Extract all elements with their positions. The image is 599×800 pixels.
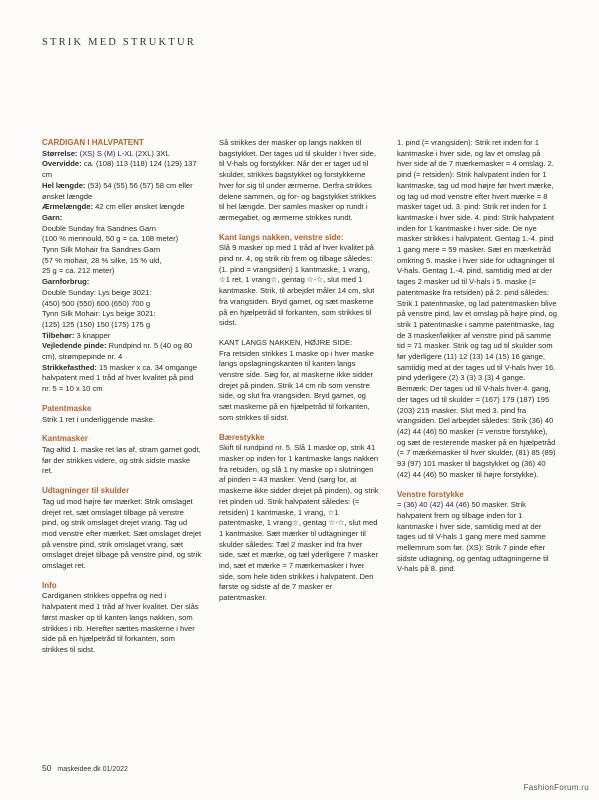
section-text: = (36) 40 (42) 44 (46) 50 masker. Strik halvpatent frem og tilbage inden for 1 kantmaske i hver side, samtidig med at der tages ud til V-hals 1 gang mere med samme mellemrum som før. (XS): Strik 7 pinde efter sidste udtagning, og gentag udtagningerne til V-hals på 8. pind. [397,500,549,574]
section-text: Skift til rundpind nr. 5. Slå 1 maske op, strik 41 masker op inden for 1 kantmaske langs nakken fra retsiden, og slå 1 ny maske op i slutningen af pinden = 43 masker. Vend (sørg for, at maskerne ikke sidder drejet på pinden), og strik ret pinden ud. Strik halvpatent således: (= retsiden) 1 kantmaske, 1 vrang, ☆1 patentmaske, 1 vrang☆, gentag ☆-☆, slut med 1 kantmaske. Sæt mærker til udtagninger til skulder således: Tæl 2 masker ind fra hver side, sæt et mærke, og tæl yderligere 7 masker ind, sæt et mærke = 7 mærkemasker i hver side, som hele tiden strikkes i halvpatent. Den første og sidste af de 7 masker er patentmasker. [219,443,379,603]
needles-line [42,341,202,362]
consumption-line: (125) 125 (150) 150 (175) 175 g [42,319,151,329]
consumption-line: Double Sunday: Lys beige 3021: [42,287,152,297]
gauge-line [42,363,202,395]
section-heading: Kantmasker [42,434,88,444]
page-footer [42,763,128,773]
section-text: Tag altid 1. maske ret løs af, stram garnet godt, før der strikkes videre, og strik sidste maske ret. [42,444,201,476]
section-text: Slå 9 masker op med 1 tråd af hver kvalitet på pind nr. 4, og strik rib frem og tilbage således: (1. pind = vrangsiden) 1 kantmaske, 1 vrang, ☆1 ret, 1 vrang☆, gentag ☆-☆, slut med 1 kantmaske. Strik, til arbejdet måler 14 cm, slut fra vrangsiden. Bryd garnet, og sæt maskerne på en hjælpetråd til forkanten, som strikkes til sidst. [219,243,375,328]
section-heading: Kant langs nakken, venstre side: [219,232,344,242]
yarn-line: Double Sunday fra Sandnes Garn [42,223,156,233]
yarn-line: 25 g = ca. 212 meter) [42,266,115,276]
needles-value: Rundpind nr. 5 (40 og 80 cm), strømpepinde nr. 4 [42,341,193,362]
sizes-value: (XS) S (M) L-XL (2XL) 3XL [77,148,170,158]
needles-label: Vejledende pinde: [42,341,107,351]
section-text: Cardiganen strikkes oppefra og ned i halvpatent med 1 tråd af hver kvalitet. Der slås først masker op til kanten langs nakken, som strikkes i rib. Herefter sættes maskerne i hver side på en hjælpetråd til forkanten, som strikkes til sidst. [42,591,199,654]
magazine-url: maskeidee.dk [57,766,101,773]
subsection-heading: KANT LANGS NAKKEN, HØJRE SIDE: [219,337,353,347]
issue-number: 01/2022 [102,766,128,773]
consumption-line: (450) 500 (550) 600 (650) 700 g [42,298,151,308]
column-1 [42,138,202,656]
section-heading: Info [42,580,57,590]
yarn-line: (100 % merinould, 50 g = ca. 108 meter) [42,234,179,244]
yarn-label: Garn: [42,212,63,222]
accessories-line [42,331,202,342]
overvidde-value: ca. (108) 113 (118) 124 (129) 137 cm [42,159,197,180]
length-value: (53) 54 (55) 56 (57) 58 cm eller ønsket længde [42,180,193,201]
section-text: 1. pind (= vrangsiden): Strik ret inden for 1 kantmaske i hver side, og lav et omslag på hver side af de 7 mærkemasker = 4 omslag. 2. pind (= retsiden): Strik halvpatent inden for 1 kantmaske, tag ud mod højre før hvert mærke, og tag ud mod venstre efter hvert mærke = 8 masker taget ud. 3. pind: Strik ret inden for 1 kantmaske i hver side. 4. pind: Strik halvpatent inden for 1 kantmaske i hver side. De nye masker strikkes i halvpatent. Gentag 1.-4. pind 1 gang mere = 59 masker. Sæt en mærketråd omkring 5. maske i hver side for udtagninger til V-hals. Gentag 1.-4. pind, samtidig med at der tages 2 masker ud til V-hals i 5. maske (= patentmaske fra retsiden) på 2. pind således: Strik 1 patentmaske, og lad patentmasken blive på venstre pind, lav et omslag på højre pind, og strik 1 patentmaske i samme patentmaske, tag de 3 masker/løkker af venstre pind på samme tid = 71 masker. Strik og tag ud til skulder som før yderligere (11) 12 (13) 14 (15) 16 gange, samtidig med at der tages ud til V-hals hver 16. pind yderligere (2) 3 (3) 3 (3) 4 gange. Bemærk: Der tages ud til V-hals hver 4. gang, der tages ud til skulder = (167) 179 (187) 195 (203) 215 masker. Slut med 3. pind fra vrangsiden. Del arbejdet således: Strik (36) 40 (42) 44 (46) 50 masker (= venstre forstykke), og sæt de resterende masker på en hjælpetråd (= 7 mærkemasker til hver skulder, (81) 85 (89) 93 (97) 101 masker til bagstykket og (36) 40 (42) 44 (46) 50 masker til højre forstykke). [397,138,557,479]
length-line [42,181,202,202]
overvidde-line [42,159,202,180]
watermark: FashionForum.ru [523,783,589,792]
pattern-title: CARDIGAN I HALVPATENT [42,138,144,147]
accessories-label: Tilbehør: [42,330,75,340]
section-text: Strik 1 ret i underliggende maske. [42,414,156,424]
sleeve-label: Ærmelængde: [42,202,94,212]
column-3 [397,138,557,575]
gauge-label: Strikkefasthed: [42,362,97,372]
section-text: Fra retsiden strikkes 1 maske op i hver maske langs opslagningskanten til kanten langs venstre side. Søg for, at maskerne ikke sidder drejet på pinden. Strik 14 cm rib som venstre side, og slut fra vrangsiden. Bryd garnet, og sæt maskerne på en hjælpetråd til forkanten, som strikkes til sidst. [219,348,374,422]
consumption-line: Tynn Silk Mohair: Lys beige 3021: [42,309,156,319]
length-label: Hel længde: [42,180,86,190]
section-heading: Udtagninger til skulder [42,486,130,496]
sizes-line [42,149,202,160]
running-header: STRIK MED STRUKTUR [42,37,196,48]
section-heading: Bærestykke [219,432,265,442]
column-2 [219,138,379,604]
section-heading: Patentmaske [42,403,92,413]
section-text: Tag ud mod højre før mærket: Strik omslaget drejet ret, sæt omslaget tilbage på venstre pind, og strik omslaget drejet vrang. Tag ud mod venstre efter mærket: Sæt omslaget drejet på venstre pind, strik omslaget vrang, sæt omslaget drejet tilbage på venstre pind, og strik omslaget ret. [42,496,202,571]
consumption-label: Garnforbrug: [42,277,90,287]
sizes-label: Størrelse: [42,148,78,158]
yarn-line: Tynn Silk Mohair fra Sandnes Garn [42,245,161,255]
intro-text: Så strikkes der masker op langs nakken til bagstykket. Der tages ud til skulder i hver side, til V-hals og forstykker. Når der er taget ud til skulder, strikkes bagstykket og forstykkerne hver for sig til under ærmerne. Derfra strikkes delene sammen, og for- og bagstykket strikkes til hel længde. Der samles masker op rundt i ærmegabet, og ærmerne strikkes rundt. [219,138,377,222]
gauge-value: 15 masker x ca. 34 omgange halvpatent med 1 tråd af hver kvalitet på pind nr. 5 = 10 x 10 cm [42,362,197,394]
accessories-value: 3 knapper [74,330,111,340]
sleeve-value: 42 cm eller ønsket længde [93,202,185,212]
sleeve-line [42,202,202,213]
yarn-line: (57 % mohair, 28 % silke, 15 % uld, [42,255,162,265]
section-heading: Venstre forstykke [397,489,464,499]
page-number: 50 [42,763,52,773]
overvidde-label: Overvidde: [42,159,82,169]
